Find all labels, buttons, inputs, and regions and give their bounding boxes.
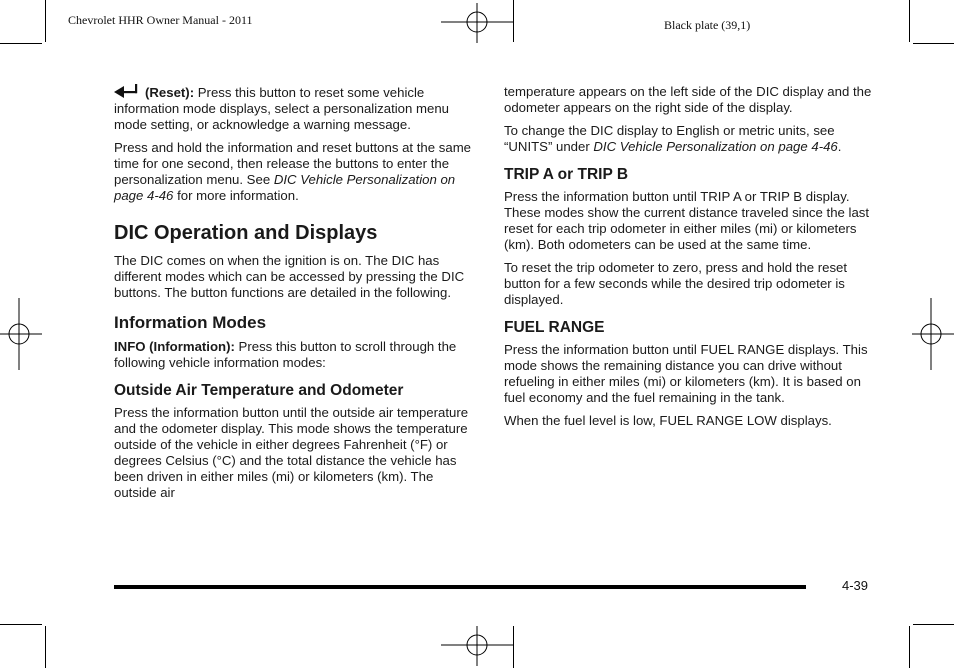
section-title: DIC Operation and Displays — [114, 222, 378, 244]
info-label: INFO (Information): — [114, 339, 235, 354]
reset-arrow-icon — [114, 84, 141, 98]
trip-reset-text: To reset the trip odometer to zero, press and hold the reset button for a few seconds while the desired trip odometer is displayed. — [504, 260, 848, 307]
hold-text: Press and hold the information and reset buttons at the same time for one second, then release the buttons to enter the personalization menu. See — [114, 140, 472, 187]
continued-text: temperature appears on the left side of the DIC display and the odometer appears on the right side of the display. — [504, 84, 872, 115]
fuel-range-text: Press the information button until FUEL RANGE displays. This mode shows the remaining distance you can drive without refueling in either miles (mi) or kilometers (km). It is based on fuel economy and the fuel remaining in the tank. — [504, 342, 868, 405]
registration-mark-right — [912, 298, 954, 370]
info-modes-heading: Information Modes — [114, 313, 267, 332]
left-column — [114, 84, 478, 508]
outside-air-heading: Outside Air Temperature and Odometer — [114, 382, 404, 399]
registration-mark-bottom — [441, 626, 513, 666]
info-text: Press this button to scroll through the following vehicle information modes: — [114, 339, 457, 370]
fuel-range-heading: FUEL RANGE — [504, 319, 605, 336]
page-number: 4-39 — [842, 578, 869, 593]
manual-title: Chevrolet HHR Owner Manual - 2011 — [68, 13, 253, 27]
outside-air-text: Press the information button until the outside air temperature and the odometer display. This mode shows the temperature outside of the vehicle in either degrees Fahrenheit (°F) or degrees Celsius (°C) and the total distance the vehicle has been driven in either miles (mi) or kilometers (km). The outside air — [114, 405, 469, 500]
units-link[interactable]: DIC Vehicle Personalization on page 4-46 — [593, 139, 838, 154]
section-intro: The DIC comes on when the ignition is on. The DIC has different modes which can be accessed by pressing the DIC buttons. The button functions are detailed in the following. — [114, 253, 465, 300]
hold-paragraph — [114, 140, 478, 204]
footer-rule — [114, 585, 806, 589]
registration-mark-left — [0, 298, 42, 370]
hold-text-end: for more information. — [173, 188, 299, 203]
right-column — [504, 84, 874, 436]
reset-label: (Reset): — [145, 85, 195, 100]
trip-heading: TRIP A or TRIP B — [504, 166, 629, 183]
personalization-link[interactable]: DIC Vehicle Personalization on page 4-46 — [114, 172, 456, 203]
reset-text: Press this button to reset some vehicle information mode displays, select a personalization menu mode setting, or acknowledge a warning message. — [114, 85, 449, 132]
units-text: To change the DIC display to English or metric units, see “UNITS” under — [504, 123, 835, 154]
units-paragraph — [504, 123, 874, 155]
fuel-low-text: When the fuel level is low, FUEL RANGE LOW displays. — [504, 413, 832, 428]
trip-text: Press the information button until TRIP A or TRIP B display. These modes show the current distance traveled since the last reset for each trip odometer in either miles (mi) or kilometers (km). Both odometers can be used at the same time. — [504, 189, 870, 252]
reset-paragraph — [114, 84, 478, 133]
registration-mark-top — [441, 3, 513, 43]
units-text-end: . — [837, 139, 842, 154]
info-paragraph — [114, 339, 478, 371]
plate-label: Black plate (39,1) — [664, 18, 751, 32]
